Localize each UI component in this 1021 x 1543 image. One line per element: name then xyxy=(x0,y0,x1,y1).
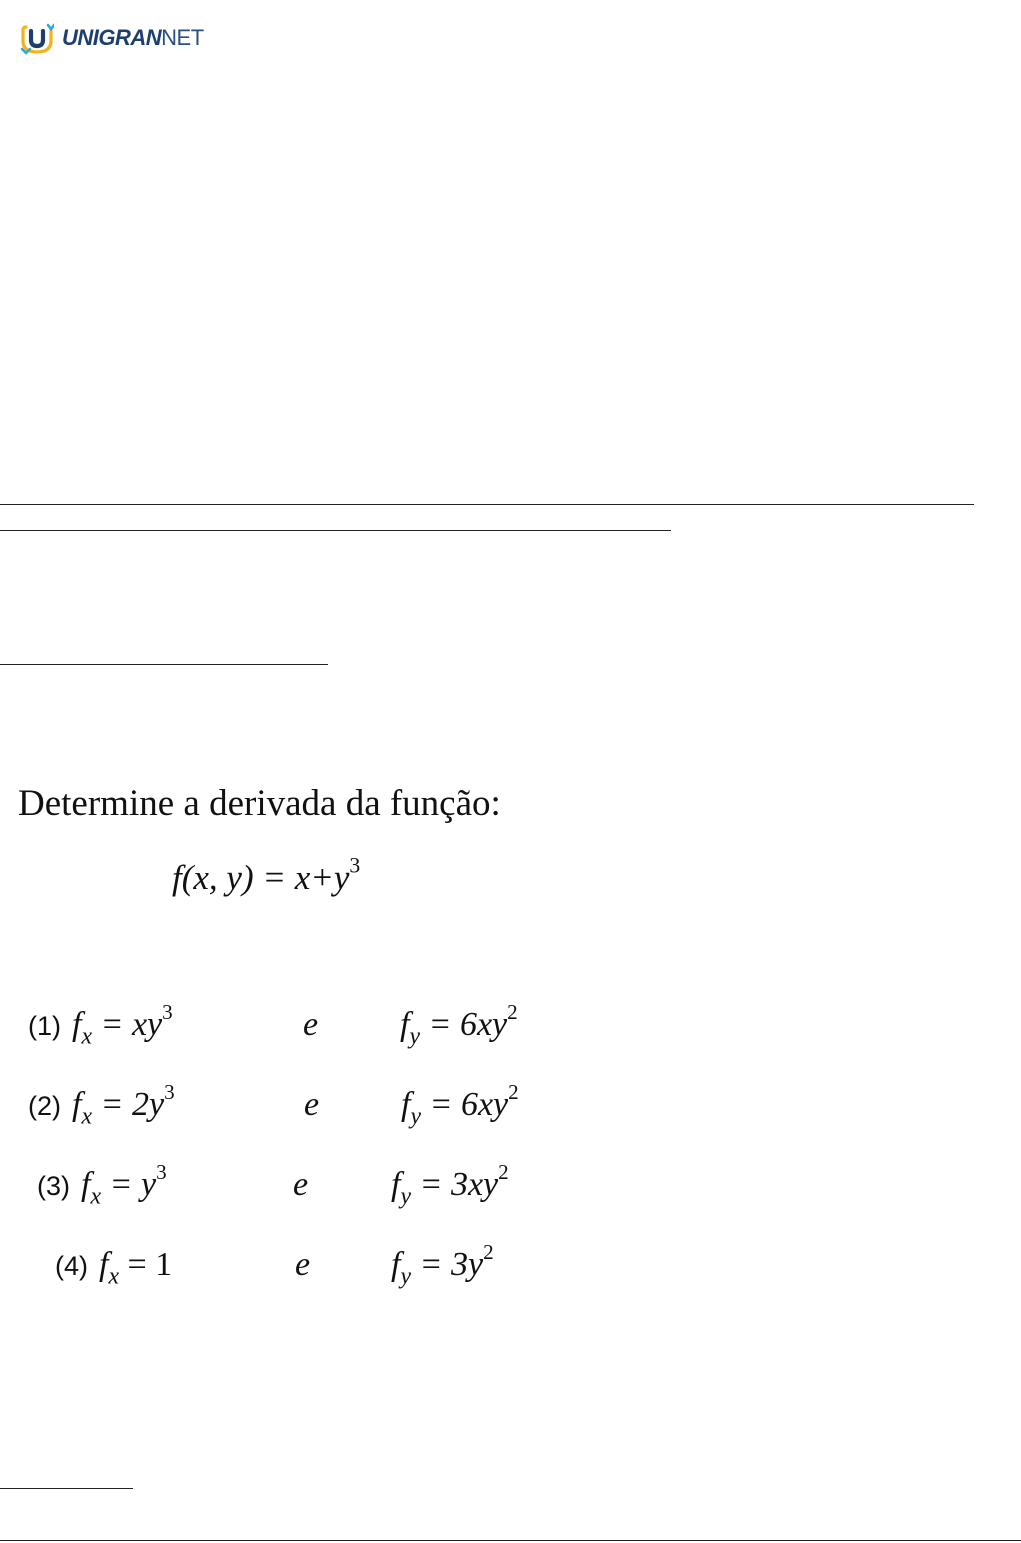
fx-expression: = 1 xyxy=(127,1246,173,1283)
fy-exponent: 2 xyxy=(507,1000,518,1025)
divider-line-2 xyxy=(0,530,671,531)
option-4[interactable] xyxy=(55,1242,615,1292)
function-lhs: f(x, y) = x+y xyxy=(172,858,350,897)
option-conjunction: e xyxy=(295,1246,311,1283)
divider-line-3 xyxy=(0,664,328,665)
option-number: (2) xyxy=(28,1091,61,1121)
fy-expression: = 6xy xyxy=(428,1006,508,1043)
option-fy: $f_y = 6xy^2$ xyxy=(401,1080,519,1130)
brand-logo xyxy=(20,18,204,58)
option-conjunction: e xyxy=(293,1166,309,1203)
brand-name-light: NET xyxy=(161,25,204,50)
u-arrows-logo-icon xyxy=(20,19,54,57)
function-exponent: 3 xyxy=(349,853,361,878)
divider-line-bottom xyxy=(0,1540,1021,1541)
fy-expression: = 3y xyxy=(419,1246,484,1283)
divider-line-4 xyxy=(0,1488,133,1489)
fy-expression: = 3xy xyxy=(419,1166,499,1203)
fx-expression: = xy xyxy=(100,1006,163,1043)
brand-wordmark xyxy=(62,25,204,51)
fx-exponent: 3 xyxy=(156,1160,167,1185)
fy-exponent: 2 xyxy=(498,1160,509,1185)
fx-exponent: 3 xyxy=(162,1000,173,1025)
option-number: (3) xyxy=(37,1171,70,1201)
fx-expression: = 2y xyxy=(100,1086,165,1123)
fx-expression: = y xyxy=(109,1166,157,1203)
option-fx: $f_x = 2y^3$ xyxy=(72,1080,175,1130)
option-fx: $f_x = y^3$ xyxy=(81,1160,167,1210)
option-conjunction: e xyxy=(304,1086,320,1123)
fy-exponent: 2 xyxy=(508,1080,519,1105)
divider-line-1 xyxy=(0,504,974,505)
fy-exponent: 2 xyxy=(483,1240,494,1265)
option-number: (4) xyxy=(55,1251,88,1281)
fy-expression: = 6xy xyxy=(429,1086,509,1123)
option-fy: $f_y = 3xy^2$ xyxy=(391,1160,509,1210)
option-1[interactable] xyxy=(28,1002,588,1052)
brand-name-bold: UNIGRAN xyxy=(62,25,162,50)
question-prompt: Determine a derivada da função: xyxy=(18,783,501,824)
function-expression xyxy=(172,853,361,898)
option-fx: $f_x = 1$ xyxy=(99,1246,173,1290)
option-3[interactable] xyxy=(37,1162,597,1212)
option-number: (1) xyxy=(28,1011,61,1041)
fx-exponent: 3 xyxy=(164,1080,175,1105)
option-fx: $f_x = xy^3$ xyxy=(72,1000,173,1050)
option-fy: $f_y = 3y^2$ xyxy=(391,1240,494,1290)
option-conjunction: e xyxy=(303,1006,319,1043)
option-fy: $f_y = 6xy^2$ xyxy=(400,1000,518,1050)
option-2[interactable] xyxy=(28,1082,588,1132)
